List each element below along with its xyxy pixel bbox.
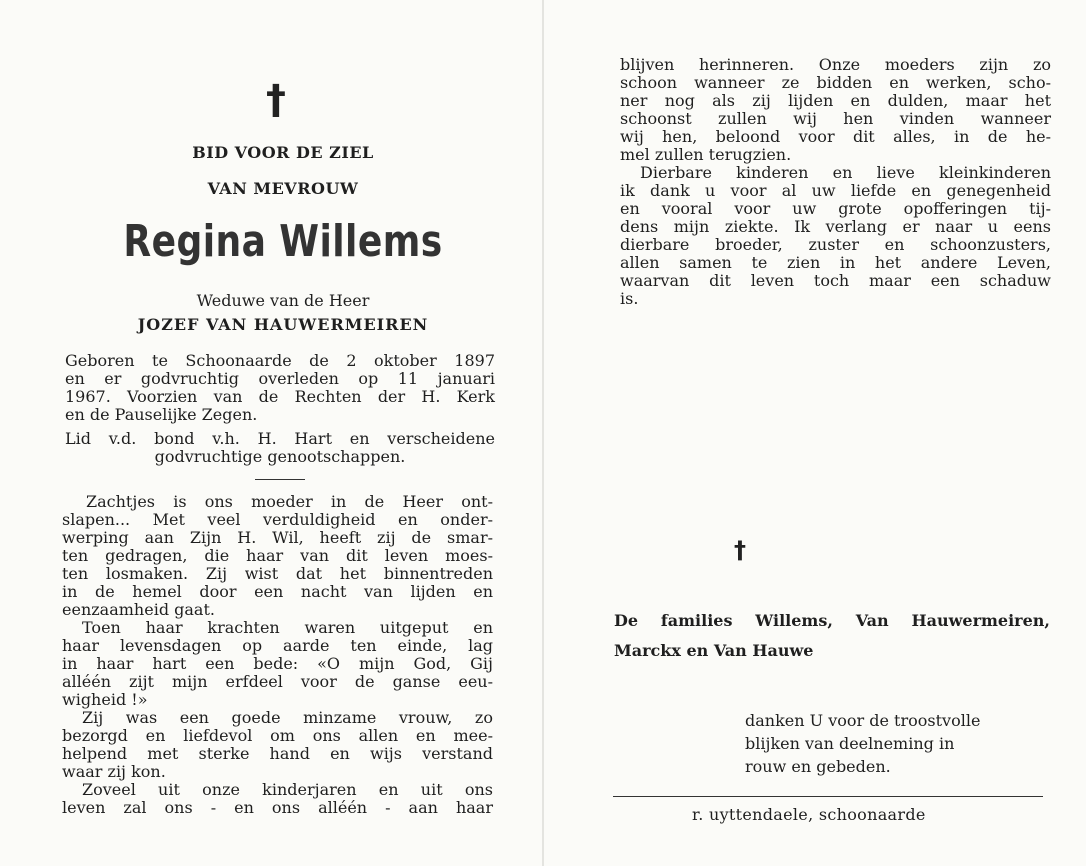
short-divider xyxy=(255,479,305,480)
text-line: wij hen, beloond voor dit alles, in de he- xyxy=(620,127,1051,146)
text-line: werping aan Zijn H. Wil, heeft zij de smar- xyxy=(62,528,493,547)
text-line: haar levensdagen op aarde ten einde, lag xyxy=(62,636,493,655)
heading-bid-voor-de-ziel: BID VOOR DE ZIEL xyxy=(192,143,374,162)
text-line: dens mijn ziekte. Ik verlang er naar u eens xyxy=(620,217,1051,236)
text-line: allen samen te zien in het andere Leven, xyxy=(620,253,1051,272)
text-line: in de hemel door een nacht van lijden en xyxy=(62,582,493,601)
text-line: mel zullen terugzien. xyxy=(620,145,792,164)
cross-icon: † xyxy=(266,77,286,123)
membership-details xyxy=(65,430,495,466)
text-line: in haar hart een bede: «O mijn God, Gij xyxy=(62,654,493,673)
bottom-rule xyxy=(613,796,1043,797)
heading-van-mevrouw: VAN MEVROUW xyxy=(207,179,359,198)
memorial-text-continued xyxy=(620,56,1051,308)
text-line: Zachtjes is ons moeder in de Heer ont- xyxy=(86,492,493,511)
birth-line: en de Pauselijke Zegen. xyxy=(65,405,258,424)
left-page xyxy=(0,0,540,866)
birth-death-details xyxy=(65,352,495,424)
text-line: helpend met sterke hand en wijs verstand xyxy=(62,744,493,763)
text-line: is. xyxy=(620,289,639,308)
deceased-name: Regina Willems xyxy=(123,216,443,267)
families-line: De families Willems, Van Hauwermeiren, xyxy=(614,611,1050,630)
text-line: ten losmaken. Zij wist dat het binnentreden xyxy=(62,564,493,583)
card-fold xyxy=(542,0,544,866)
text-line: wigheid !» xyxy=(62,690,148,709)
thanks-note xyxy=(745,709,1045,778)
text-line: alléén zijt mijn erfdeel voor de ganse eeu- xyxy=(62,672,493,691)
text-line: Zoveel uit onze kinderjaren en uit ons xyxy=(82,780,493,799)
widow-line: Weduwe van de Heer xyxy=(196,291,370,310)
text-line: en vooral voor uw grote opofferingen tij- xyxy=(620,199,1051,218)
text-line: Toen haar krachten waren uitgeput en xyxy=(82,618,493,637)
right-page xyxy=(546,0,1086,866)
text-line: waarvan dit leven toch maar een schaduw xyxy=(620,271,1051,290)
text-line: waar zij kon. xyxy=(62,762,166,781)
cross-icon: † xyxy=(734,536,746,564)
birth-line: Geboren te Schoonaarde de 2 oktober 1897 xyxy=(65,351,495,370)
thanks-line: blijken van deelneming in xyxy=(745,734,955,753)
text-line: ten gedragen, die haar van dit leven moes- xyxy=(62,546,493,565)
memorial-text xyxy=(62,493,493,817)
text-line: ner nog als zij lijden en dulden, maar het xyxy=(620,91,1051,110)
text-line: leven zal ons - en ons alléén - aan haar xyxy=(62,798,493,817)
text-line: Dierbare kinderen en lieve kleinkinderen xyxy=(640,163,1051,182)
membership-line: godvruchtige genootschappen. xyxy=(154,447,406,466)
thanks-line: rouw en gebeden. xyxy=(745,757,891,776)
birth-line: 1967. Voorzien van de Rechten der H. Kerk xyxy=(65,387,495,406)
membership-line: Lid v.d. bond v.h. H. Hart en verscheidene xyxy=(65,429,495,448)
families-signature xyxy=(614,606,1050,666)
husband-name: JOZEF VAN HAUWERMEIREN xyxy=(137,315,429,334)
text-line: eenzaamheid gaat. xyxy=(62,600,215,619)
text-line: schoonst zullen wij hen vinden wanneer xyxy=(620,109,1051,128)
families-line: Marckx en Van Hauwe xyxy=(614,641,814,660)
birth-line: en er godvruchtig overleden op 11 januari xyxy=(65,369,495,388)
thanks-line: danken U voor de troostvolle xyxy=(745,711,981,730)
text-line: blijven herinneren. Onze moeders zijn zo xyxy=(620,55,1051,74)
text-line: schoon wanneer ze bidden en werken, scho- xyxy=(620,73,1051,92)
text-line: bezorgd en liefdevol om ons allen en mee- xyxy=(62,726,493,745)
text-line: ik dank u voor al uw liefde en genegenheid xyxy=(620,181,1051,200)
printer-credit: r. uyttendaele, schoonaarde xyxy=(692,805,926,824)
text-line: Zij was een goede minzame vrouw, zo xyxy=(82,708,493,727)
text-line: slapen... Met veel verduldigheid en onder- xyxy=(62,510,493,529)
text-line: dierbare broeder, zuster en schoonzusters, xyxy=(620,235,1051,254)
